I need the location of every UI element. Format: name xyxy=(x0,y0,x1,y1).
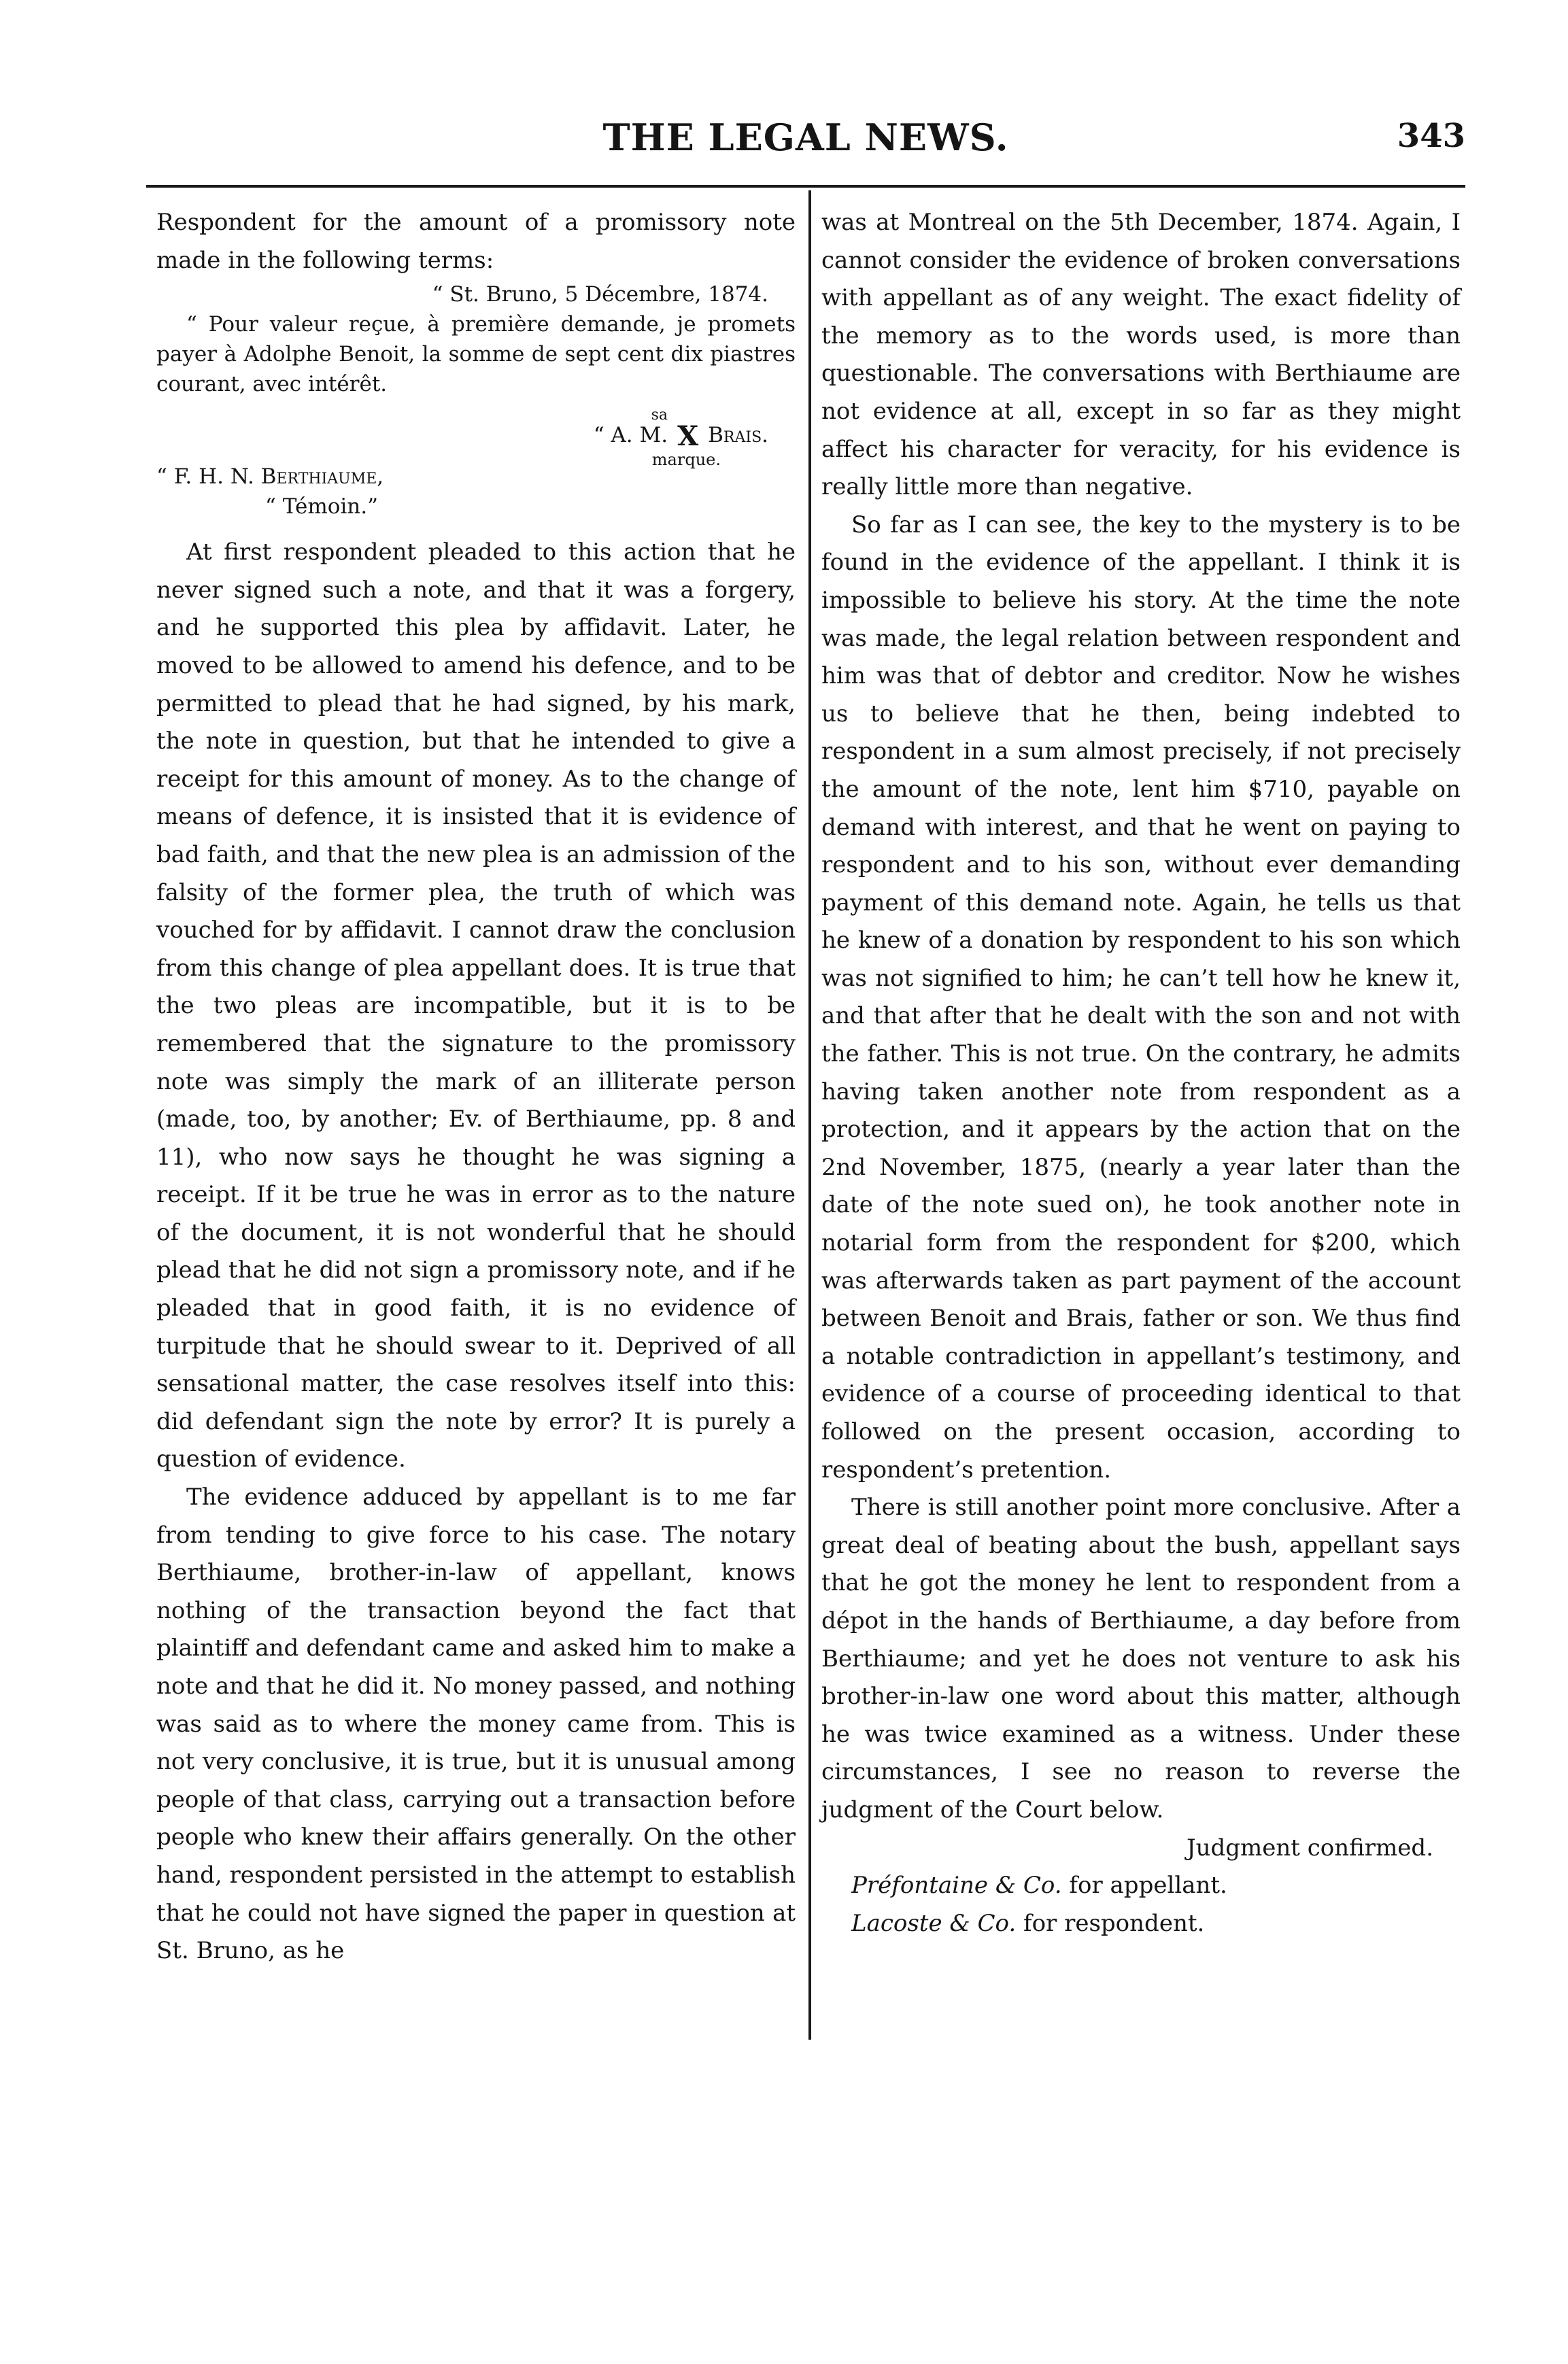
counsel-respondent-firm: Lacoste & Co. xyxy=(851,1909,1017,1937)
spacer xyxy=(156,521,796,534)
body-paragraph: So far as I can see, the key to the mystery is to be found in the evidence of the appellant. I think it is impossible to believe his story. At the time the note was made, the legal relation between respondent and him was that of debtor and creditor. Now he wishes us to believe that he then, being indebted to respondent in a sum almost precisely, if not precisely the amount of the note, lent him $710, payable on demand with interest, and that he went on paying to respondent and to his son, without ever demanding payment of this demand note. Again, he tells us that he knew of a donation by respondent to his son which was not signified to him; he can’t tell how he knew it, and that after that he dealt with the son and not with the father. This is not true. On the contrary, he admits having taken another note from respondent as a protection, and it appears by the action that on the 2nd November, 1875, (nearly a year later than the date of the note sued on), he took another note in notarial form from the respondent for $200, which was afterwards taken as part payment of the account between Benoit and Brais, father or son. We thus find a notable contradiction in appellant’s testimony, and evidence of a course of proceeding identical to that followed on the present occasion, according to respondent’s pretention. xyxy=(821,511,1461,1484)
counsel-appellant-role: for appellant. xyxy=(1069,1872,1227,1900)
signature-block xyxy=(156,399,796,470)
note-date: “ St. Bruno, 5 Décembre, 1874. xyxy=(432,282,768,307)
body-paragraph: was at Montreal on the 5th December, 1874. Again, I cannot consider the evidence of broken conversations with appellant as of any weight. The exact fidelity of the memory as to the words used, is more than questionable. The conversations with Berthiaume are not evidence at all, except in so far as they might affect his character for veracity, for his evidence is really little more than negative. xyxy=(821,209,1461,501)
note-body: “ Pour valeur reçue, à première demande, je promets payer à Adolphe Benoit, la somme de sept cent dix piastres courant, avec intérêt. xyxy=(156,312,796,397)
left-column xyxy=(156,204,796,1970)
journal-title: THE LEGAL NEWS. xyxy=(602,116,1009,159)
counsel-respondent xyxy=(821,1905,1461,1943)
running-head xyxy=(146,116,1465,177)
signature-surname: Brais. xyxy=(708,423,768,448)
judgment-line: Judgment confirmed. xyxy=(1186,1834,1433,1862)
column-divider xyxy=(808,190,811,2040)
header-rule xyxy=(146,185,1465,188)
body-paragraph: The evidence adduced by appellant is to me far from tending to give force to his case. The notary Berthiaume, brother-in-law of appellant, knows nothing of the transaction beyond the fact that plaintiff and defendant came and asked him to make a note and that he did it. No money passed, and nothing was said as to where the money came from. This is not very conclusive, it is true, but it is unusual among people of that class, carrying out a transaction before people who knew their affairs generally. On the other hand, respondent persisted in the attempt to establish that he could not have signed the paper in question at St. Bruno, as he xyxy=(156,1484,796,1965)
counsel-appellant-firm: Préfontaine & Co. xyxy=(851,1872,1062,1900)
signature-name-prefix: “ A. M. xyxy=(593,423,668,448)
counsel-appellant xyxy=(821,1867,1461,1905)
promissory-note-quote xyxy=(156,279,796,399)
signature-sa: sa xyxy=(651,407,668,424)
witness-name: “ F. H. N. Berthiaume, xyxy=(156,464,384,490)
page-number: 343 xyxy=(1397,117,1465,155)
signature-mark: X xyxy=(677,419,699,452)
body-paragraph: There is still another point more conclusive. After a great deal of beating about the bush, appellant says that he got the money he lent to respondent from a dépot in the hands of Berthiaume, a day before from Berthiaume; and yet he does not venture to ask his brother-in-law one word about this matter, although he was twice examined as a witness. Under these circumstances, I see no reason to reverse the judgment of the Court below. xyxy=(821,1494,1461,1823)
right-column xyxy=(821,204,1461,1942)
signature-marque: marque. xyxy=(651,450,721,470)
intro-paragraph: Respondent for the amount of a promissory note made in the following terms: xyxy=(156,209,796,274)
body-paragraph: At first respondent pleaded to this action that he never signed such a note, and that it was a forgery, and he supported this plea by affidavit. Later, he moved to be allowed to amend his defence, and to be permitted to plead that he had signed, by his mark, the note in question, but that he intended to give a receipt for this amount of money. As to the change of means of defence, it is insisted that it is evidence of bad faith, and that the new plea is an admission of the falsity of the former plea, the truth of which was vouched for by affidavit. I cannot draw the conclusion from this change of plea appellant does. It is true that the two pleas are incompatible, but it is to be remembered that the signature to the promissory note was simply the mark of an illiterate person (made, too, by another; Ev. of Berthiaume, pp. 8 and 11), who now says he thought he was signing a receipt. If it be true he was in error as to the nature of the document, it is not wonderful that he should plead that he did not sign a promissory note, and if he pleaded that in good faith, it is no evidence of turpitude that he should swear to it. Deprived of all sensational matter, the case resolves itself into this: did defendant sign the note by error? It is purely a question of evidence. xyxy=(156,538,796,1473)
witness-role: “ Témoin.” xyxy=(265,494,378,519)
counsel-respondent-role: for respondent. xyxy=(1023,1909,1205,1937)
